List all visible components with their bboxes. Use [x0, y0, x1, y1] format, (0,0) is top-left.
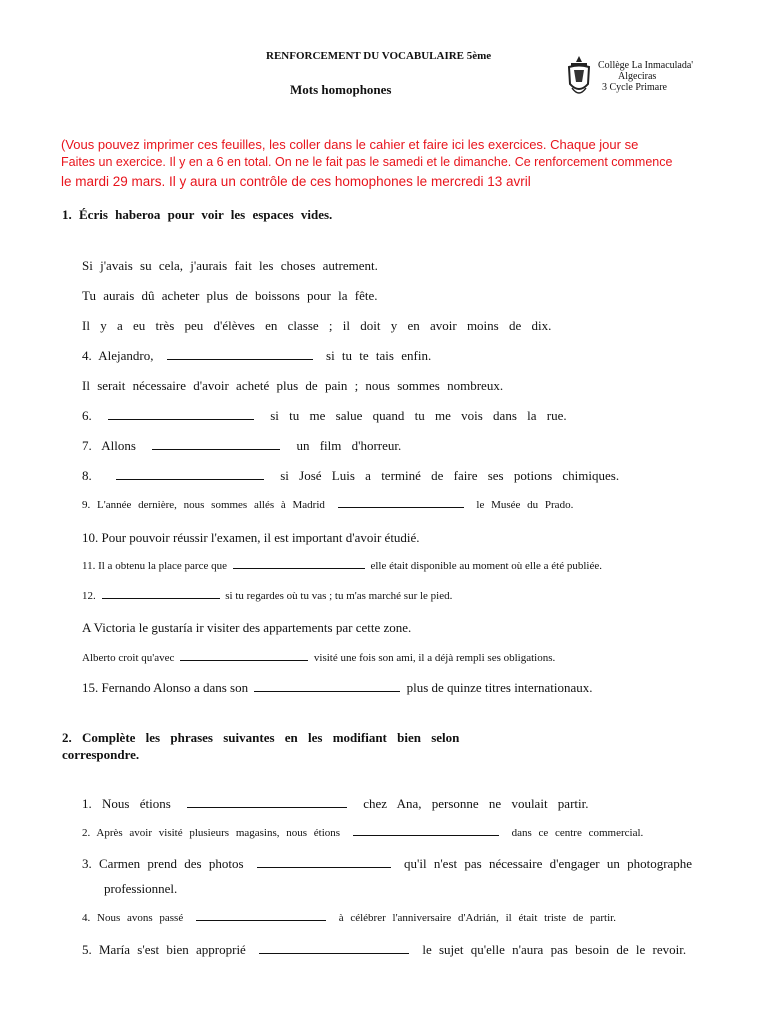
exercise-text: 12.: [82, 590, 96, 602]
exercise-text: si tu me salue quand tu me vois dans la rue.: [270, 408, 567, 423]
exercise-text: si tu regardes où tu vas ; tu m'as marché sur le pied.: [225, 590, 453, 602]
exercise-2-line-5: [82, 942, 686, 958]
school-cycle-line: 3 Cycle Primare: [602, 82, 667, 93]
exercise-2-line-3-continued: professionnel.: [104, 881, 178, 896]
exercise-text: 1. Nous étions: [82, 796, 171, 811]
answer-blank[interactable]: [254, 680, 400, 692]
exercise-text: 15. Fernando Alonso a dans son: [82, 680, 249, 695]
document-title: RENFORCEMENT DU VOCABULAIRE 5ème: [266, 50, 492, 62]
answer-blank[interactable]: [353, 826, 499, 836]
instruction-note-line-3: le mardi 29 mars. Il y aura un contrôle de ces homophones le mercredi 13 avril: [61, 174, 531, 189]
exercise-text: Alberto croit qu'avec: [82, 652, 175, 664]
exercise-line-5: Il serait nécessaire d'avoir acheté plus de pain ; nous sommes nombreux.: [82, 378, 504, 393]
exercise-text: 2. Après avoir visité plusieurs magasins, nous étions: [82, 827, 341, 839]
exercise-text: 6.: [82, 408, 92, 423]
answer-blank[interactable]: [116, 468, 264, 480]
exercise-text: visité une fois son ami, il a déjà rempli ses obligations.: [313, 652, 556, 664]
section-2-title-line-2: correspondre.: [62, 747, 140, 762]
exercise-text: 4. Nous avons passé: [82, 912, 184, 924]
exercise-2-line-3: [82, 856, 692, 872]
exercise-line-14: [82, 651, 555, 664]
exercise-line-11: [82, 559, 602, 572]
exercise-2-line-4: [82, 911, 616, 924]
exercise-line-12: [82, 589, 452, 602]
answer-blank[interactable]: [259, 942, 409, 954]
exercise-text: 9. L'année dernière, nous sommes allés à Madrid: [82, 499, 325, 511]
exercise-text: 11. Il a obtenu la place parce que: [82, 560, 227, 572]
exercise-line-3: Il y a eu très peu d'élèves en classe ; il doit y en avoir moins de dix.: [82, 318, 552, 333]
exercise-line-1: Si j'avais su cela, j'aurais fait les choses autrement.: [82, 258, 378, 273]
exercise-text: si José Luis a terminé de faire ses potions chimiques.: [280, 468, 620, 483]
answer-blank[interactable]: [180, 651, 308, 661]
exercise-text: 5. María s'est bien approprié: [82, 942, 246, 957]
exercise-line-8: [82, 468, 619, 484]
exercise-line-10: 10. Pour pouvoir réussir l'examen, il est important d'avoir étudié.: [82, 530, 420, 545]
exercise-line-13: A Victoria le gustaría ir visiter des appartements par cette zone.: [82, 620, 412, 635]
answer-blank[interactable]: [196, 911, 326, 921]
section-1-title: 1. Écris haberoa pour voir les espaces vides.: [62, 207, 333, 222]
exercise-text: plus de quinze titres internationaux.: [406, 680, 593, 695]
exercise-2-line-1: [82, 796, 589, 812]
answer-blank[interactable]: [187, 796, 347, 808]
exercise-text: dans ce centre commercial.: [511, 827, 644, 839]
exercise-text: 7. Allons: [82, 438, 136, 453]
answer-blank[interactable]: [167, 348, 313, 360]
exercise-text: un film d'horreur.: [296, 438, 402, 453]
exercise-line-15: [82, 680, 593, 696]
section-2-title-line-1: 2. Complète les phrases suivantes en les modifiant bien selon: [62, 730, 460, 745]
answer-blank[interactable]: [257, 856, 391, 868]
exercise-text: à célébrer l'anniversaire d'Adrián, il était triste de partir.: [338, 912, 616, 924]
exercise-text: 8.: [82, 468, 92, 483]
exercise-text: le Musée du Prado.: [476, 499, 574, 511]
school-crest-icon: [566, 54, 592, 98]
instruction-note-line-1: (Vous pouvez imprimer ces feuilles, les coller dans le cahier et faire ici les exercices. Chaque jour se: [61, 137, 639, 152]
document-subtitle: Mots homophones: [290, 82, 392, 97]
exercise-line-2: Tu aurais dû acheter plus de boissons pour la fête.: [82, 288, 378, 303]
exercise-text: 3. Carmen prend des photos: [82, 856, 244, 871]
exercise-line-7: [82, 438, 401, 454]
answer-blank[interactable]: [102, 589, 220, 599]
answer-blank[interactable]: [338, 498, 464, 508]
exercise-text: le sujet qu'elle n'aura pas besoin de le revoir.: [422, 942, 687, 957]
school-name-line: Collège La Inmaculada': [598, 60, 694, 71]
exercise-text: si tu te tais enfin.: [326, 348, 432, 363]
instruction-note-line-2: Faites un exercice. Il y en a 6 en total. On ne le fait pas le samedi et le dimanche. Ce renforcement commence: [61, 155, 673, 169]
exercise-line-4: [82, 348, 431, 364]
exercise-text: elle était disponible au moment où elle a été publiée.: [370, 560, 603, 572]
exercise-text: chez Ana, personne ne voulait partir.: [363, 796, 589, 811]
exercise-line-6: [82, 408, 567, 424]
school-city-line: Algeciras: [618, 71, 657, 82]
answer-blank[interactable]: [108, 408, 254, 420]
section-2-title: [62, 729, 459, 763]
exercise-line-9: [82, 498, 573, 511]
answer-blank[interactable]: [152, 438, 280, 450]
school-name: [598, 60, 693, 93]
exercise-2-line-2: [82, 826, 643, 839]
answer-blank[interactable]: [233, 559, 365, 569]
exercise-text: 4. Alejandro,: [82, 348, 154, 363]
exercise-text: qu'il n'est pas nécessaire d'engager un photographe: [404, 856, 693, 871]
